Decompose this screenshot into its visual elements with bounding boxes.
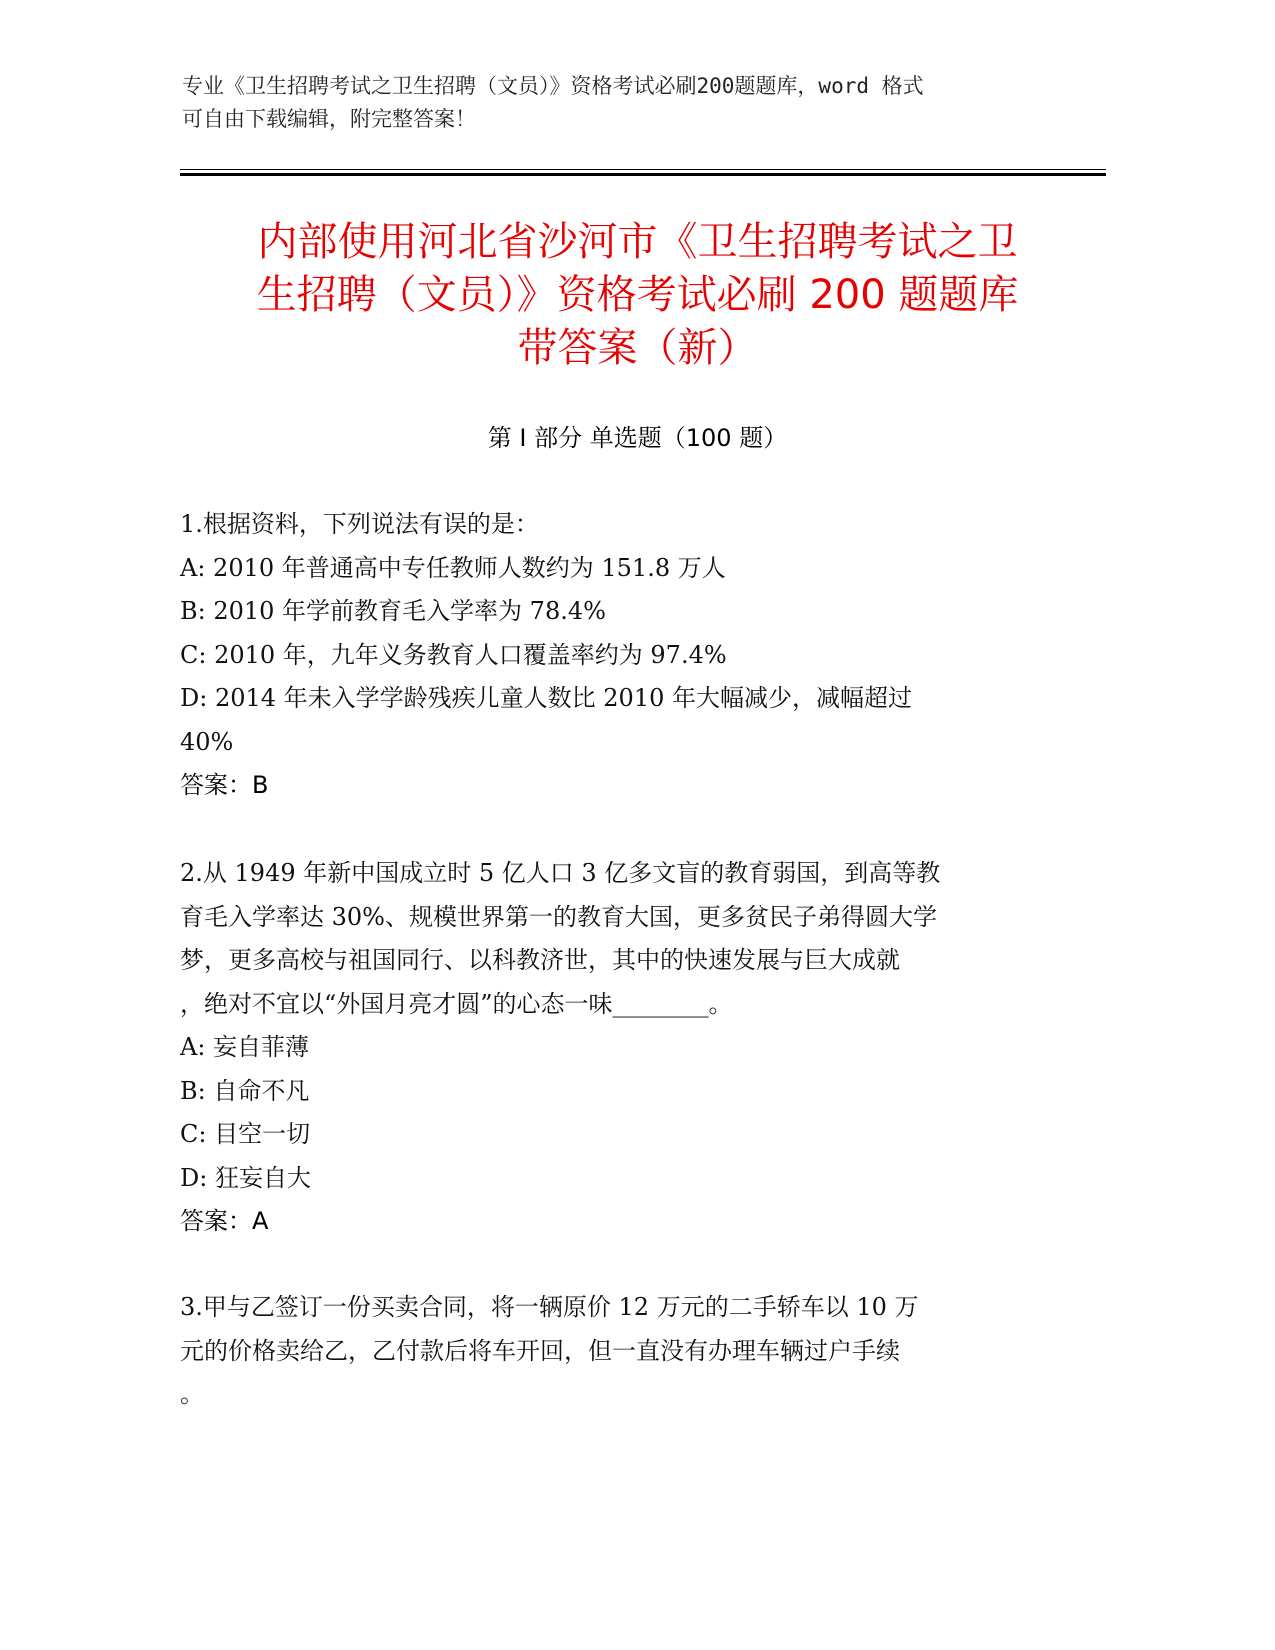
option-b: B: 自命不凡 — [180, 1076, 310, 1105]
header-divider-thin — [180, 169, 1106, 170]
question-stem: 1.根据资料，下列说法有误的是： — [180, 510, 539, 538]
option-c: C: 2010 年，九年义务教育人口覆盖率约为 97.4% — [180, 640, 727, 669]
header-note-line: 可自由下载编辑，附完整答案！ — [182, 107, 476, 131]
question-stem: 育毛入学率达 30%、规模世界第一的教育大国，更多贫民子弟得圆大学 — [180, 902, 937, 931]
option-d: D: 狂妄自大 — [180, 1163, 311, 1192]
option-d-continued: 40% — [180, 727, 234, 756]
header-note-line: 专业《卫生招聘考试之卫生招聘（文员）》资格考试必刷200题题库，word 格式 — [182, 74, 924, 98]
question-stem: 梦，更多高校与祖国同行、以科教济世，其中的快速发展与巨大成就 — [180, 946, 900, 974]
option-b: B: 2010 年学前教育毛入学率为 78.4% — [180, 597, 606, 625]
header-divider-thick — [180, 173, 1106, 176]
document-title — [150, 216, 1125, 375]
option-a: A: 妄自菲薄 — [180, 1033, 310, 1061]
section-title: 第 I 部分 单选题（100 题） — [487, 424, 788, 452]
question-stem: 。 — [180, 1380, 204, 1408]
question-stem: ，绝对不宜以“外国月亮才圆”的心态一味________。 — [180, 989, 733, 1018]
option-d: D: 2014 年未入学学龄残疾儿童人数比 2010 年大幅减少，减幅超过 — [180, 684, 912, 712]
question-stem: 3.甲与乙签订一份买卖合同，将一辆原价 12 万元的二手轿车以 10 万 — [180, 1293, 919, 1321]
question-3 — [180, 1286, 1060, 1417]
question-1 — [180, 503, 1060, 808]
option-a: A: 2010 年普通高中专任教师人数约为 151.8 万人 — [180, 553, 726, 582]
question-stem: 元的价格卖给乙，乙付款后将车开回，但一直没有办理车辆过户手续 — [180, 1336, 900, 1365]
question-stem: 2.从 1949 年新中国成立时 5 亿人口 3 亿多文盲的教育弱国，到高等教 — [180, 859, 941, 887]
answer-label: 答案：A — [180, 1207, 269, 1235]
option-c: C: 目空一切 — [180, 1120, 311, 1148]
header-note — [182, 70, 1032, 136]
question-2 — [180, 852, 1060, 1244]
title-line: 带答案（新） — [517, 325, 758, 371]
title-line: 内部使用河北省沙河市《卫生招聘考试之卫 — [257, 219, 1018, 265]
answer-label: 答案：B — [180, 771, 269, 799]
title-line: 生招聘（文员）》资格考试必刷 200 题题库 — [256, 272, 1019, 318]
